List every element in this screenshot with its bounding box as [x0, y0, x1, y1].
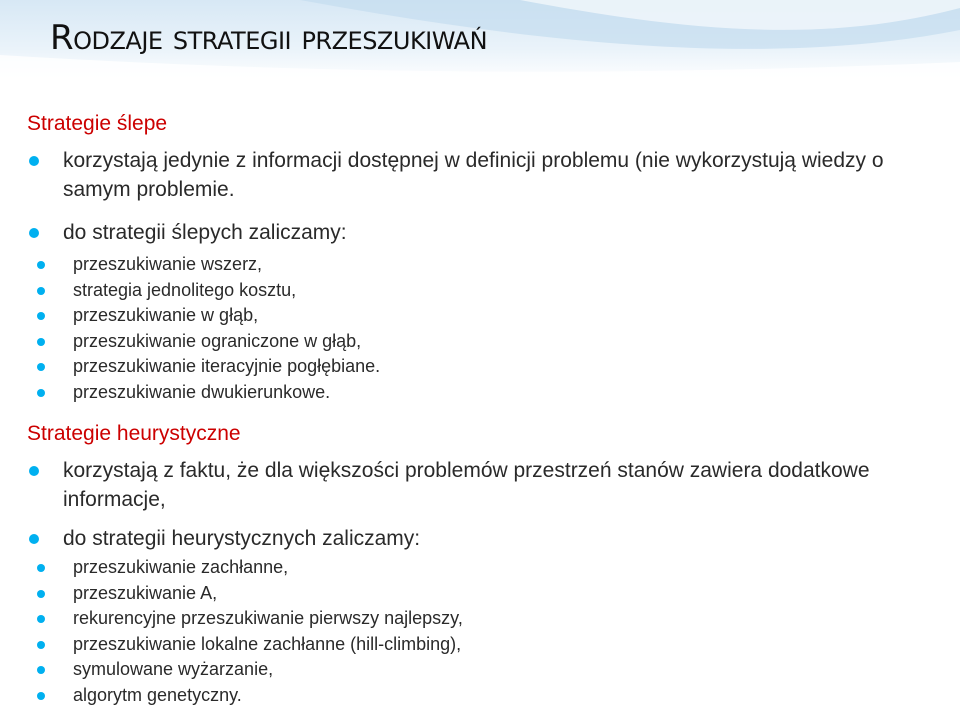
- bullet-text: do strategii ślepych zaliczamy:: [63, 221, 347, 244]
- sub-list-item: [27, 683, 927, 708]
- sub-item-text: rekurencyjne przeszukiwanie pierwszy najlepszy,: [73, 608, 463, 628]
- sub-list-item: [27, 555, 927, 581]
- sub-list: [27, 555, 927, 708]
- sub-item-text: przeszukiwanie zachłanne,: [73, 557, 288, 577]
- list-item: [27, 456, 927, 514]
- bullet-icon: [29, 228, 39, 238]
- sub-list-item: [27, 632, 927, 658]
- bullet-text: korzystają jedynie z informacji dostępnej w definicji problemu (nie wykorzystują wiedzy o samym problemie.: [63, 149, 884, 201]
- bullet-icon: [29, 466, 39, 476]
- list-item: [27, 218, 927, 405]
- bullet-icon: [37, 641, 45, 649]
- sub-list-item: [27, 329, 927, 355]
- sub-item-text: przeszukiwanie w głąb,: [73, 305, 258, 325]
- bullet-icon: [37, 692, 45, 700]
- sub-item-text: przeszukiwanie A,: [73, 583, 217, 603]
- blind-strategies-list: [27, 146, 927, 405]
- list-item: [27, 146, 927, 204]
- sub-list-item: [27, 303, 927, 329]
- sub-item-text: przeszukiwanie dwukierunkowe.: [73, 382, 330, 402]
- sub-list-item: [27, 606, 927, 632]
- bullet-icon: [37, 666, 45, 674]
- sub-item-text: symulowane wyżarzanie,: [73, 659, 273, 679]
- sub-item-text: algorytm genetyczny.: [73, 685, 242, 705]
- bullet-icon: [37, 312, 45, 320]
- sub-item-text: przeszukiwanie iteracyjnie pogłębiane.: [73, 356, 380, 376]
- bullet-text: korzystają z faktu, że dla większości problemów przestrzeń stanów zawiera dodatkowe informacje,: [63, 459, 870, 511]
- sub-item-text: strategia jednolitego kosztu,: [73, 280, 296, 300]
- bullet-text: do strategii heurystycznych zaliczamy:: [63, 527, 420, 550]
- sub-list-item: [27, 581, 927, 607]
- bullet-icon: [37, 363, 45, 371]
- sub-item-text: przeszukiwanie wszerz,: [73, 254, 262, 274]
- sub-list-item: [27, 278, 927, 304]
- section-heading-heuristic: Strategie heurystyczne: [27, 422, 241, 446]
- sub-item-text: przeszukiwanie ograniczone w głąb,: [73, 331, 361, 351]
- section-heading-blind: Strategie ślepe: [27, 112, 167, 136]
- sub-list-item: [27, 354, 927, 380]
- bullet-icon: [29, 156, 39, 166]
- bullet-icon: [37, 590, 45, 598]
- heuristic-strategies-list: [27, 456, 927, 708]
- bullet-icon: [37, 389, 45, 397]
- bullet-icon: [29, 534, 39, 544]
- title-band: [0, 0, 960, 82]
- sub-list: [27, 252, 927, 405]
- sub-list-item: [27, 252, 927, 278]
- bullet-icon: [37, 338, 45, 346]
- bullet-icon: [37, 564, 45, 572]
- sub-item-text: przeszukiwanie lokalne zachłanne (hill-climbing),: [73, 634, 461, 654]
- bullet-icon: [37, 261, 45, 269]
- sub-list-item: [27, 380, 927, 406]
- sub-list-item: [27, 657, 927, 683]
- list-item: [27, 524, 927, 708]
- bullet-icon: [37, 287, 45, 295]
- bullet-icon: [37, 615, 45, 623]
- page-title: Rodzaje strategii przeszukiwań: [50, 18, 487, 58]
